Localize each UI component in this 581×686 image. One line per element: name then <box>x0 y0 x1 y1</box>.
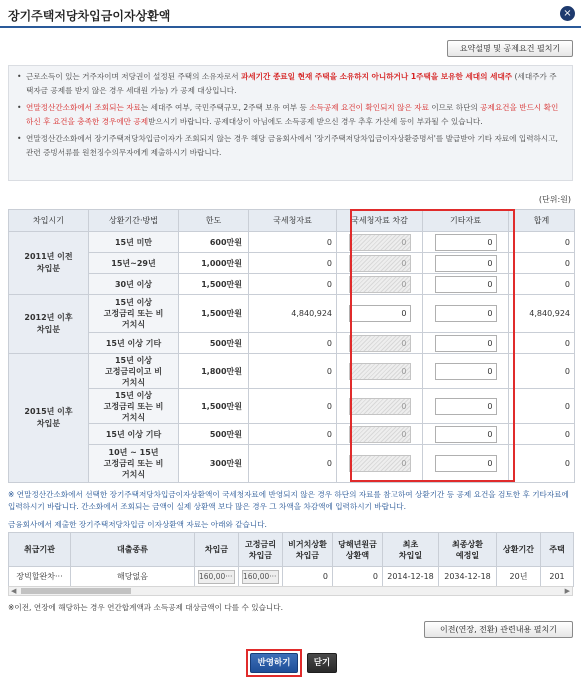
loan-header-institution: 취급기관 <box>9 533 71 567</box>
deduct-input: 0 <box>349 255 411 272</box>
transfer-note: ※이전, 연장에 해당하는 경우 연간합계액과 소득공제 대상금액이 다를 수 있습니다. <box>8 603 283 612</box>
loan-header-final-date: 최종상환 예정일 <box>439 533 497 567</box>
other-input[interactable]: 0 <box>435 305 497 322</box>
page-title: 장기주택저당차입금이자상환액 <box>8 9 171 23</box>
row-method: 15년 이상 고정금리이고 비 거치식 <box>89 354 179 389</box>
header-start: 차입시기 <box>9 210 89 232</box>
row-nts: 0 <box>249 274 337 295</box>
row-nts: 0 <box>249 424 337 445</box>
notice-3: • 연말정산간소화에서 장기주택저당차입금이자가 조회되지 않는 경우 해당 금융회사에서 '장기주택저당차입금이자상환증명서'를 발급받아 기타 자료에 입력하시고, 관련 증빙서류를 원천징수의무자에게 제출하시기 바랍니다. <box>17 132 562 160</box>
row-nts: 0 <box>249 333 337 354</box>
deduct-input: 0 <box>349 426 411 443</box>
deduct-input[interactable]: 0 <box>349 305 411 322</box>
deduct-input: 0 <box>349 335 411 352</box>
other-input[interactable]: 0 <box>435 255 497 272</box>
row-total: 0 <box>509 232 575 253</box>
loan-institution: 장빅할완차··· <box>9 567 71 587</box>
row-limit: 1,800만원 <box>179 354 249 389</box>
loan-nondeferred: 0 <box>283 567 333 587</box>
row-total: 0 <box>509 389 575 424</box>
loan-header-nondeferred: 비거치상환 차입금 <box>283 533 333 567</box>
row-limit: 600만원 <box>179 232 249 253</box>
loan-header-first-date: 최초 차입일 <box>383 533 439 567</box>
deduction-table <box>8 209 575 483</box>
table-row <box>9 567 574 587</box>
row-method: 15년 이상 기타 <box>89 333 179 354</box>
loan-amount: 160,00··· <box>198 570 235 584</box>
loan-period: 20년 <box>497 567 541 587</box>
loan-header-type: 대출종류 <box>71 533 195 567</box>
loan-type: 해당없음 <box>71 567 195 587</box>
row-limit: 1,000만원 <box>179 253 249 274</box>
row-method: 15년 이상 기타 <box>89 424 179 445</box>
row-method: 15년 이상 고정금리 또는 비 거치식 <box>89 295 179 333</box>
loan-principal: 0 <box>333 567 383 587</box>
loan-header-principal: 당해년원금 상환액 <box>333 533 383 567</box>
unit-label: (단위:원) <box>538 195 571 204</box>
row-nts: 0 <box>249 445 337 483</box>
deduct-input: 0 <box>349 398 411 415</box>
header-method: 상환기간·방법 <box>89 210 179 232</box>
loan-header-period: 상환기간 <box>497 533 541 567</box>
horizontal-scrollbar[interactable] <box>8 586 573 596</box>
row-limit: 500만원 <box>179 333 249 354</box>
row-nts: 0 <box>249 232 337 253</box>
row-method: 15년 미만 <box>89 232 179 253</box>
row-limit: 300만원 <box>179 445 249 483</box>
other-input[interactable]: 0 <box>435 426 497 443</box>
row-total: 0 <box>509 354 575 389</box>
other-input[interactable]: 0 <box>435 335 497 352</box>
deduct-input: 0 <box>349 363 411 380</box>
loan-first-date: 2014-12-18 <box>383 567 439 587</box>
other-input[interactable]: 0 <box>435 363 497 380</box>
row-method: 10년 ~ 15년 고정금리 또는 비 거치식 <box>89 445 179 483</box>
row-method: 15년~29년 <box>89 253 179 274</box>
row-method: 15년 이상 고정금리 또는 비 거치식 <box>89 389 179 424</box>
deduct-input: 0 <box>349 455 411 472</box>
close-button[interactable]: 닫기 <box>307 653 337 673</box>
transfer-toggle-button[interactable]: 이전(연장, 전환) 관련내용 펼치기 <box>424 621 573 638</box>
loan-header-house: 주택 <box>541 533 574 567</box>
loan-table <box>8 532 574 587</box>
title-bar <box>0 0 581 28</box>
row-total: 4,840,924 <box>509 295 575 333</box>
row-method: 30년 이상 <box>89 274 179 295</box>
notice-1: • 근로소득이 있는 거주자이며 저당권이 설정된 주택의 소유자로서 과세기간 종료일 현재 주택을 소유하지 아니하거나 1주택을 보유한 세대의 세대주 (세대주가 주택자금 공제를 받지 않은 경우 세대원 가능) 가 공제 대상입니다. <box>17 70 562 98</box>
deduct-input: 0 <box>349 234 411 251</box>
loan-house: 201 <box>541 567 574 587</box>
header-limit: 한도 <box>179 210 249 232</box>
loan-fixed: 160,00··· <box>242 570 279 584</box>
header-deduct: 국세청자료 차감 <box>337 210 423 232</box>
close-icon[interactable]: × <box>560 6 575 21</box>
loan-data-note: 금융회사에서 제출한 장기주택저당차입금 이자상환액 자료는 아래와 같습니다. <box>8 520 267 529</box>
other-input[interactable]: 0 <box>435 398 497 415</box>
row-nts: 0 <box>249 354 337 389</box>
scroll-left-icon[interactable]: ◀ <box>11 587 17 595</box>
loan-header-amount: 차입금 <box>195 533 239 567</box>
row-total: 0 <box>509 253 575 274</box>
group-2015: 2015년 이후 차입분 <box>9 354 89 483</box>
loan-final-date: 2034-12-18 <box>439 567 497 587</box>
row-limit: 1,500만원 <box>179 295 249 333</box>
row-total: 0 <box>509 274 575 295</box>
summary-toggle-button[interactable]: 요약설명 및 공제요건 펼치기 <box>447 40 573 57</box>
row-limit: 1,500만원 <box>179 274 249 295</box>
notice-2: • 연말정산간소화에서 조회되는 자료는 세대주 여부, 국민주택규모, 2주택 보유 여부 등 소득공제 요건이 확인되지 않은 자료 이므로 하단의 공제요건을 반드시 확인하신 후 요건을 충족한 경우에만 공제받으시기 바랍니다. 공제대상이 아님에도 소득공제 받으신 경우 추후 가산세 등이 부과될 수 있습니다. <box>17 101 562 129</box>
header-nts: 국세청자료 <box>249 210 337 232</box>
apply-button[interactable]: 반영하기 <box>250 653 298 673</box>
other-input[interactable]: 0 <box>435 276 497 293</box>
notice-box <box>8 65 573 181</box>
other-input[interactable]: 0 <box>435 455 497 472</box>
header-other: 기타자료 <box>423 210 509 232</box>
row-nts: 0 <box>249 253 337 274</box>
deduct-input: 0 <box>349 276 411 293</box>
scroll-right-icon[interactable]: ▶ <box>564 587 570 595</box>
loan-header-fixed: 고정금리 차입금 <box>239 533 283 567</box>
row-nts: 0 <box>249 389 337 424</box>
scroll-thumb[interactable] <box>21 588 131 594</box>
row-total: 0 <box>509 333 575 354</box>
header-total: 합계 <box>509 210 575 232</box>
guide-note: ※ 연말정산간소화에서 선택한 장기주택저당차입금이자상환액이 국세청자료에 반영되지 않은 경우 하단의 자료를 참고하여 상환기간 등 공제 요건을 검토한 후 기타자료에 입력하시기 바랍니다. 간소화에서 조회되는 금액이 실제 상환액 보다 많은 경우 그 차액을 차감액에 입력하시기 바랍니다. <box>8 490 569 511</box>
other-input[interactable]: 0 <box>435 234 497 251</box>
row-total: 0 <box>509 424 575 445</box>
group-2012: 2012년 이후 차입분 <box>9 295 89 354</box>
row-total: 0 <box>509 445 575 483</box>
group-2011: 2011년 이전 차입분 <box>9 232 89 295</box>
row-limit: 1,500만원 <box>179 389 249 424</box>
row-nts: 4,840,924 <box>249 295 337 333</box>
row-limit: 500만원 <box>179 424 249 445</box>
